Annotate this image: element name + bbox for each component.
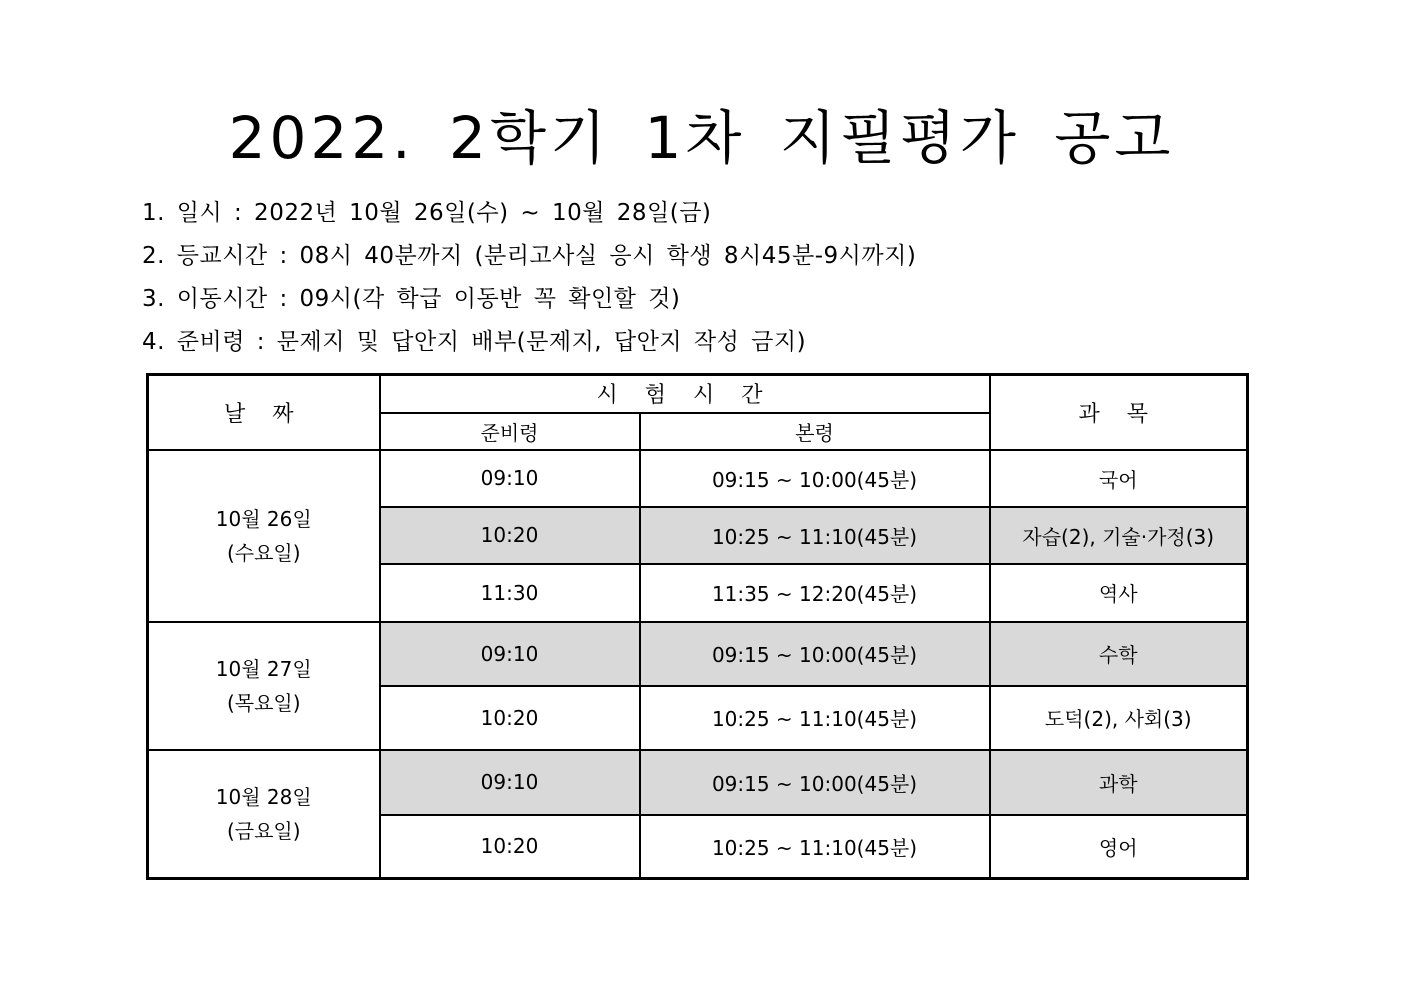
main-time-cell: 09:15 ~ 10:00(45분) (640, 622, 990, 686)
main-time-cell: 10:25 ~ 11:10(45분) (640, 815, 990, 879)
table-row (148, 622, 1248, 686)
exam-schedule-table (146, 373, 1249, 880)
date-label: 10월 28일 (215, 784, 312, 809)
info-item-arrival: 2. 등교시간 : 08시 40분까지 (분리고사실 응시 학생 8시45분-9시까지) (142, 243, 917, 269)
header-main: 본령 (640, 413, 990, 450)
prep-time-cell: 10:20 (380, 507, 640, 564)
weekday-label: (수요일) (226, 540, 301, 565)
info-item-prep: 4. 준비령 : 문제지 및 답안지 배부(문제지, 답안지 작성 금지) (142, 329, 807, 355)
main-time-cell: 09:15 ~ 10:00(45분) (640, 450, 990, 507)
main-time-cell: 10:25 ~ 11:10(45분) (640, 686, 990, 750)
date-cell (148, 750, 380, 879)
table-row (148, 450, 1248, 507)
header-exam-time: 시 험 시 간 (380, 375, 990, 413)
prep-time-cell: 10:20 (380, 686, 640, 750)
subject-cell: 영어 (990, 815, 1248, 879)
prep-time-cell: 11:30 (380, 564, 640, 622)
weekday-label: (목요일) (226, 690, 301, 715)
date-cell (148, 622, 380, 750)
info-item-move: 3. 이동시간 : 09시(각 학급 이동반 꼭 확인할 것) (142, 286, 681, 312)
notice-info-list (142, 196, 916, 368)
header-row-1 (148, 375, 1248, 413)
prep-time-cell: 09:10 (380, 622, 640, 686)
prep-time-cell: 09:10 (380, 450, 640, 507)
subject-cell: 과학 (990, 750, 1248, 815)
weekday-label: (금요일) (226, 818, 301, 843)
prep-time-cell: 10:20 (380, 815, 640, 879)
subject-cell: 도덕(2), 사회(3) (990, 686, 1248, 750)
page-title: 2022. 2학기 1차 지필평가 공고 (228, 104, 1175, 172)
date-label: 10월 26일 (215, 506, 312, 531)
subject-cell: 자습(2), 기술·가정(3) (990, 507, 1248, 564)
date-label: 10월 27일 (215, 656, 312, 681)
table-row (148, 750, 1248, 815)
main-time-cell: 11:35 ~ 12:20(45분) (640, 564, 990, 622)
date-cell (148, 450, 380, 622)
prep-time-cell: 09:10 (380, 750, 640, 815)
subject-cell: 수학 (990, 622, 1248, 686)
header-date: 날 짜 (148, 375, 380, 450)
subject-cell: 국어 (990, 450, 1248, 507)
main-time-cell: 10:25 ~ 11:10(45분) (640, 507, 990, 564)
info-item-date: 1. 일시 : 2022년 10월 26일(수) ~ 10월 28일(금) (142, 200, 712, 226)
header-subject: 과 목 (990, 375, 1248, 450)
main-time-cell: 09:15 ~ 10:00(45분) (640, 750, 990, 815)
subject-cell: 역사 (990, 564, 1248, 622)
header-prep: 준비령 (380, 413, 640, 450)
